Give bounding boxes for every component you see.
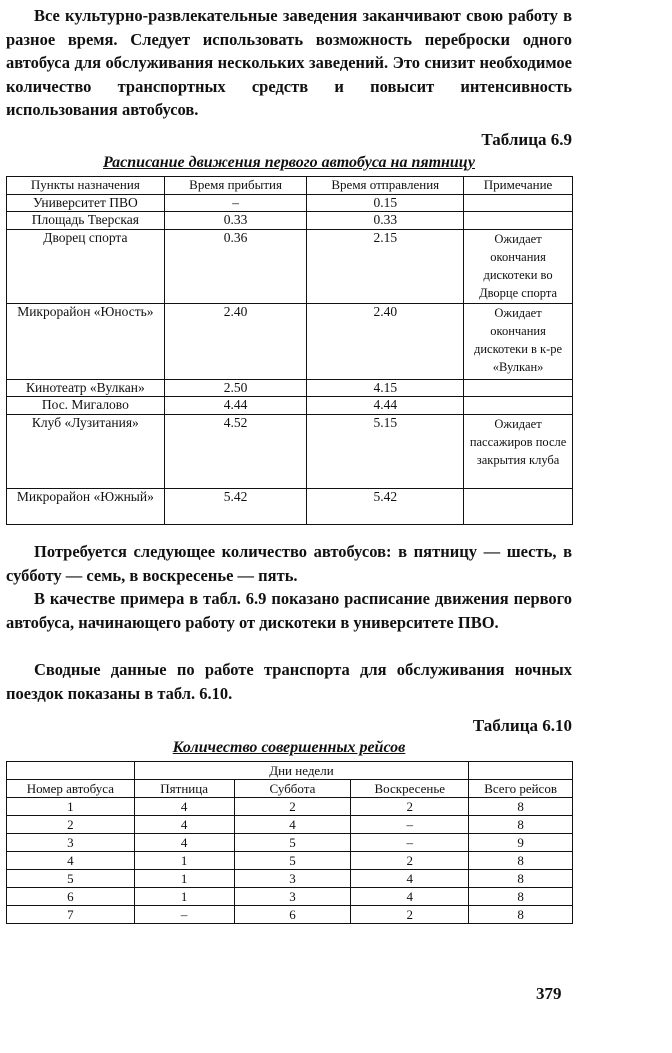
column-header: Всего рейсов: [469, 780, 573, 798]
table-cell: 5: [7, 870, 135, 888]
table-cell: Кинотеатр «Вулкан»: [7, 379, 165, 397]
table-row: [7, 194, 573, 212]
table-cell: 2: [351, 798, 469, 816]
table-cell: 5.42: [307, 488, 464, 524]
table-cell: 4: [134, 834, 234, 852]
table-cell: 2.40: [164, 303, 307, 379]
table-cell: 4.44: [307, 397, 464, 415]
table-cell: 5: [234, 834, 351, 852]
empty-header-cell: [7, 762, 135, 780]
column-header: Время прибытия: [164, 177, 307, 195]
empty-header-cell: [469, 762, 573, 780]
table-cell: 2: [7, 816, 135, 834]
table-cell: 0.36: [164, 229, 307, 303]
table-cell: Дворец спорта: [7, 229, 165, 303]
column-header: Суббота: [234, 780, 351, 798]
table-row: [7, 303, 573, 379]
table-cell: 4: [234, 816, 351, 834]
table-cell: 0.15: [307, 194, 464, 212]
table-row: [7, 816, 573, 834]
table-cell: 5: [234, 852, 351, 870]
table-cell: 8: [469, 816, 573, 834]
table-row: [7, 798, 573, 816]
days-of-week-header: Дни недели: [134, 762, 468, 780]
table-cell: 4: [134, 816, 234, 834]
table-cell: 4: [7, 852, 135, 870]
table-cell: 8: [469, 798, 573, 816]
table-cell: 7: [7, 906, 135, 924]
page-number: 379: [536, 984, 562, 1003]
table-cell: 8: [469, 870, 573, 888]
table-cell: [464, 488, 573, 524]
column-header: Примечание: [464, 177, 573, 195]
paragraph-summary: Сводные данные по работе транспорта для обслуживания ночных поездок показаны в табл. 6.10.: [6, 660, 572, 703]
table-header-row: [7, 780, 573, 798]
table-cell: [464, 212, 573, 230]
table-cell: 9: [469, 834, 573, 852]
table-row: [7, 834, 573, 852]
table-cell: 2: [351, 906, 469, 924]
table-cell: –: [351, 816, 469, 834]
table-cell: 4: [134, 798, 234, 816]
schedule-table: [6, 176, 573, 525]
table-cell: Клуб «Лузитания»: [7, 414, 165, 488]
table-cell: –: [351, 834, 469, 852]
table-cell: 8: [469, 852, 573, 870]
table-row: [7, 379, 573, 397]
table-cell: [464, 397, 573, 415]
paragraph-bus-count: Потребуется следующее количество автобусов: в пятницу — шесть, в субботу — семь, в воскресенье — пять.: [6, 542, 572, 585]
column-header: Пятница: [134, 780, 234, 798]
table-6-10-caption: Таблица 6.10: [472, 716, 572, 735]
table-row: [7, 488, 573, 524]
table-cell: 4.15: [307, 379, 464, 397]
table-cell: 6: [7, 888, 135, 906]
table-cell: Пос. Мигалово: [7, 397, 165, 415]
table-cell: 5.42: [164, 488, 307, 524]
table-cell: Площадь Тверская: [7, 212, 165, 230]
column-header: Пункты назначения: [7, 177, 165, 195]
table-cell: Ожидает окончания дискотеки во Дворце спорта: [464, 229, 573, 303]
table-cell: 2.40: [307, 303, 464, 379]
table-cell: 2.15: [307, 229, 464, 303]
table-cell: 4: [351, 870, 469, 888]
intro-paragraph: Все культурно-развлекательные заведения заканчивают свою работу в разное время. Следует использовать возможность переброски одного автобуса для обслуживания нескольких заведений. Это снизит необходимое количество транспортных средств и повысит интенсивность использования автобусов.: [6, 6, 572, 119]
column-header: Время отправления: [307, 177, 464, 195]
table-6-9-title: Расписание движения первого автобуса на пятницу: [103, 154, 475, 171]
table-cell: –: [164, 194, 307, 212]
table-row: [7, 212, 573, 230]
table-row: [7, 414, 573, 488]
table-cell: 1: [134, 870, 234, 888]
table-header-row: [7, 177, 573, 195]
table-cell: 5.15: [307, 414, 464, 488]
table-cell: 4: [351, 888, 469, 906]
table-row: [7, 852, 573, 870]
table-cell: 4.44: [164, 397, 307, 415]
table-cell: 3: [234, 870, 351, 888]
table-cell: 3: [7, 834, 135, 852]
table-cell: 2.50: [164, 379, 307, 397]
table-cell: 2: [351, 852, 469, 870]
table-cell: 1: [7, 798, 135, 816]
table-cell: 0.33: [307, 212, 464, 230]
table-cell: 0.33: [164, 212, 307, 230]
table-cell: Микрорайон «Юность»: [7, 303, 165, 379]
table-cell: 1: [134, 852, 234, 870]
table-cell: Ожидает пассажиров после закрытия клуба: [464, 414, 573, 488]
table-cell: 2: [234, 798, 351, 816]
table-6-9-caption: Таблица 6.9: [481, 130, 572, 149]
table-cell: Микрорайон «Южный»: [7, 488, 165, 524]
table-cell: 4.52: [164, 414, 307, 488]
table-cell: Ожидает окончания дискотеки в к-ре «Вулкан»: [464, 303, 573, 379]
table-row: [7, 229, 573, 303]
column-header: Воскресенье: [351, 780, 469, 798]
table-cell: 8: [469, 888, 573, 906]
column-header: Номер автобуса: [7, 780, 135, 798]
table-cell: 1: [134, 888, 234, 906]
table-row: [7, 906, 573, 924]
table-cell: [464, 379, 573, 397]
table-cell: 6: [234, 906, 351, 924]
table-cell: 3: [234, 888, 351, 906]
paragraph-example: В качестве примера в табл. 6.9 показано расписание движения первого автобуса, начинающего работу от дискотеки в университете ПВО.: [6, 589, 572, 632]
table-6-10-title: Количество совершенных рейсов: [172, 739, 406, 756]
table-row: [7, 397, 573, 415]
table-cell: –: [134, 906, 234, 924]
table-row: [7, 870, 573, 888]
table-group-header-row: [7, 762, 573, 780]
table-row: [7, 888, 573, 906]
trips-table: [6, 761, 573, 924]
table-cell: Университет ПВО: [7, 194, 165, 212]
table-cell: 8: [469, 906, 573, 924]
table-cell: [464, 194, 573, 212]
